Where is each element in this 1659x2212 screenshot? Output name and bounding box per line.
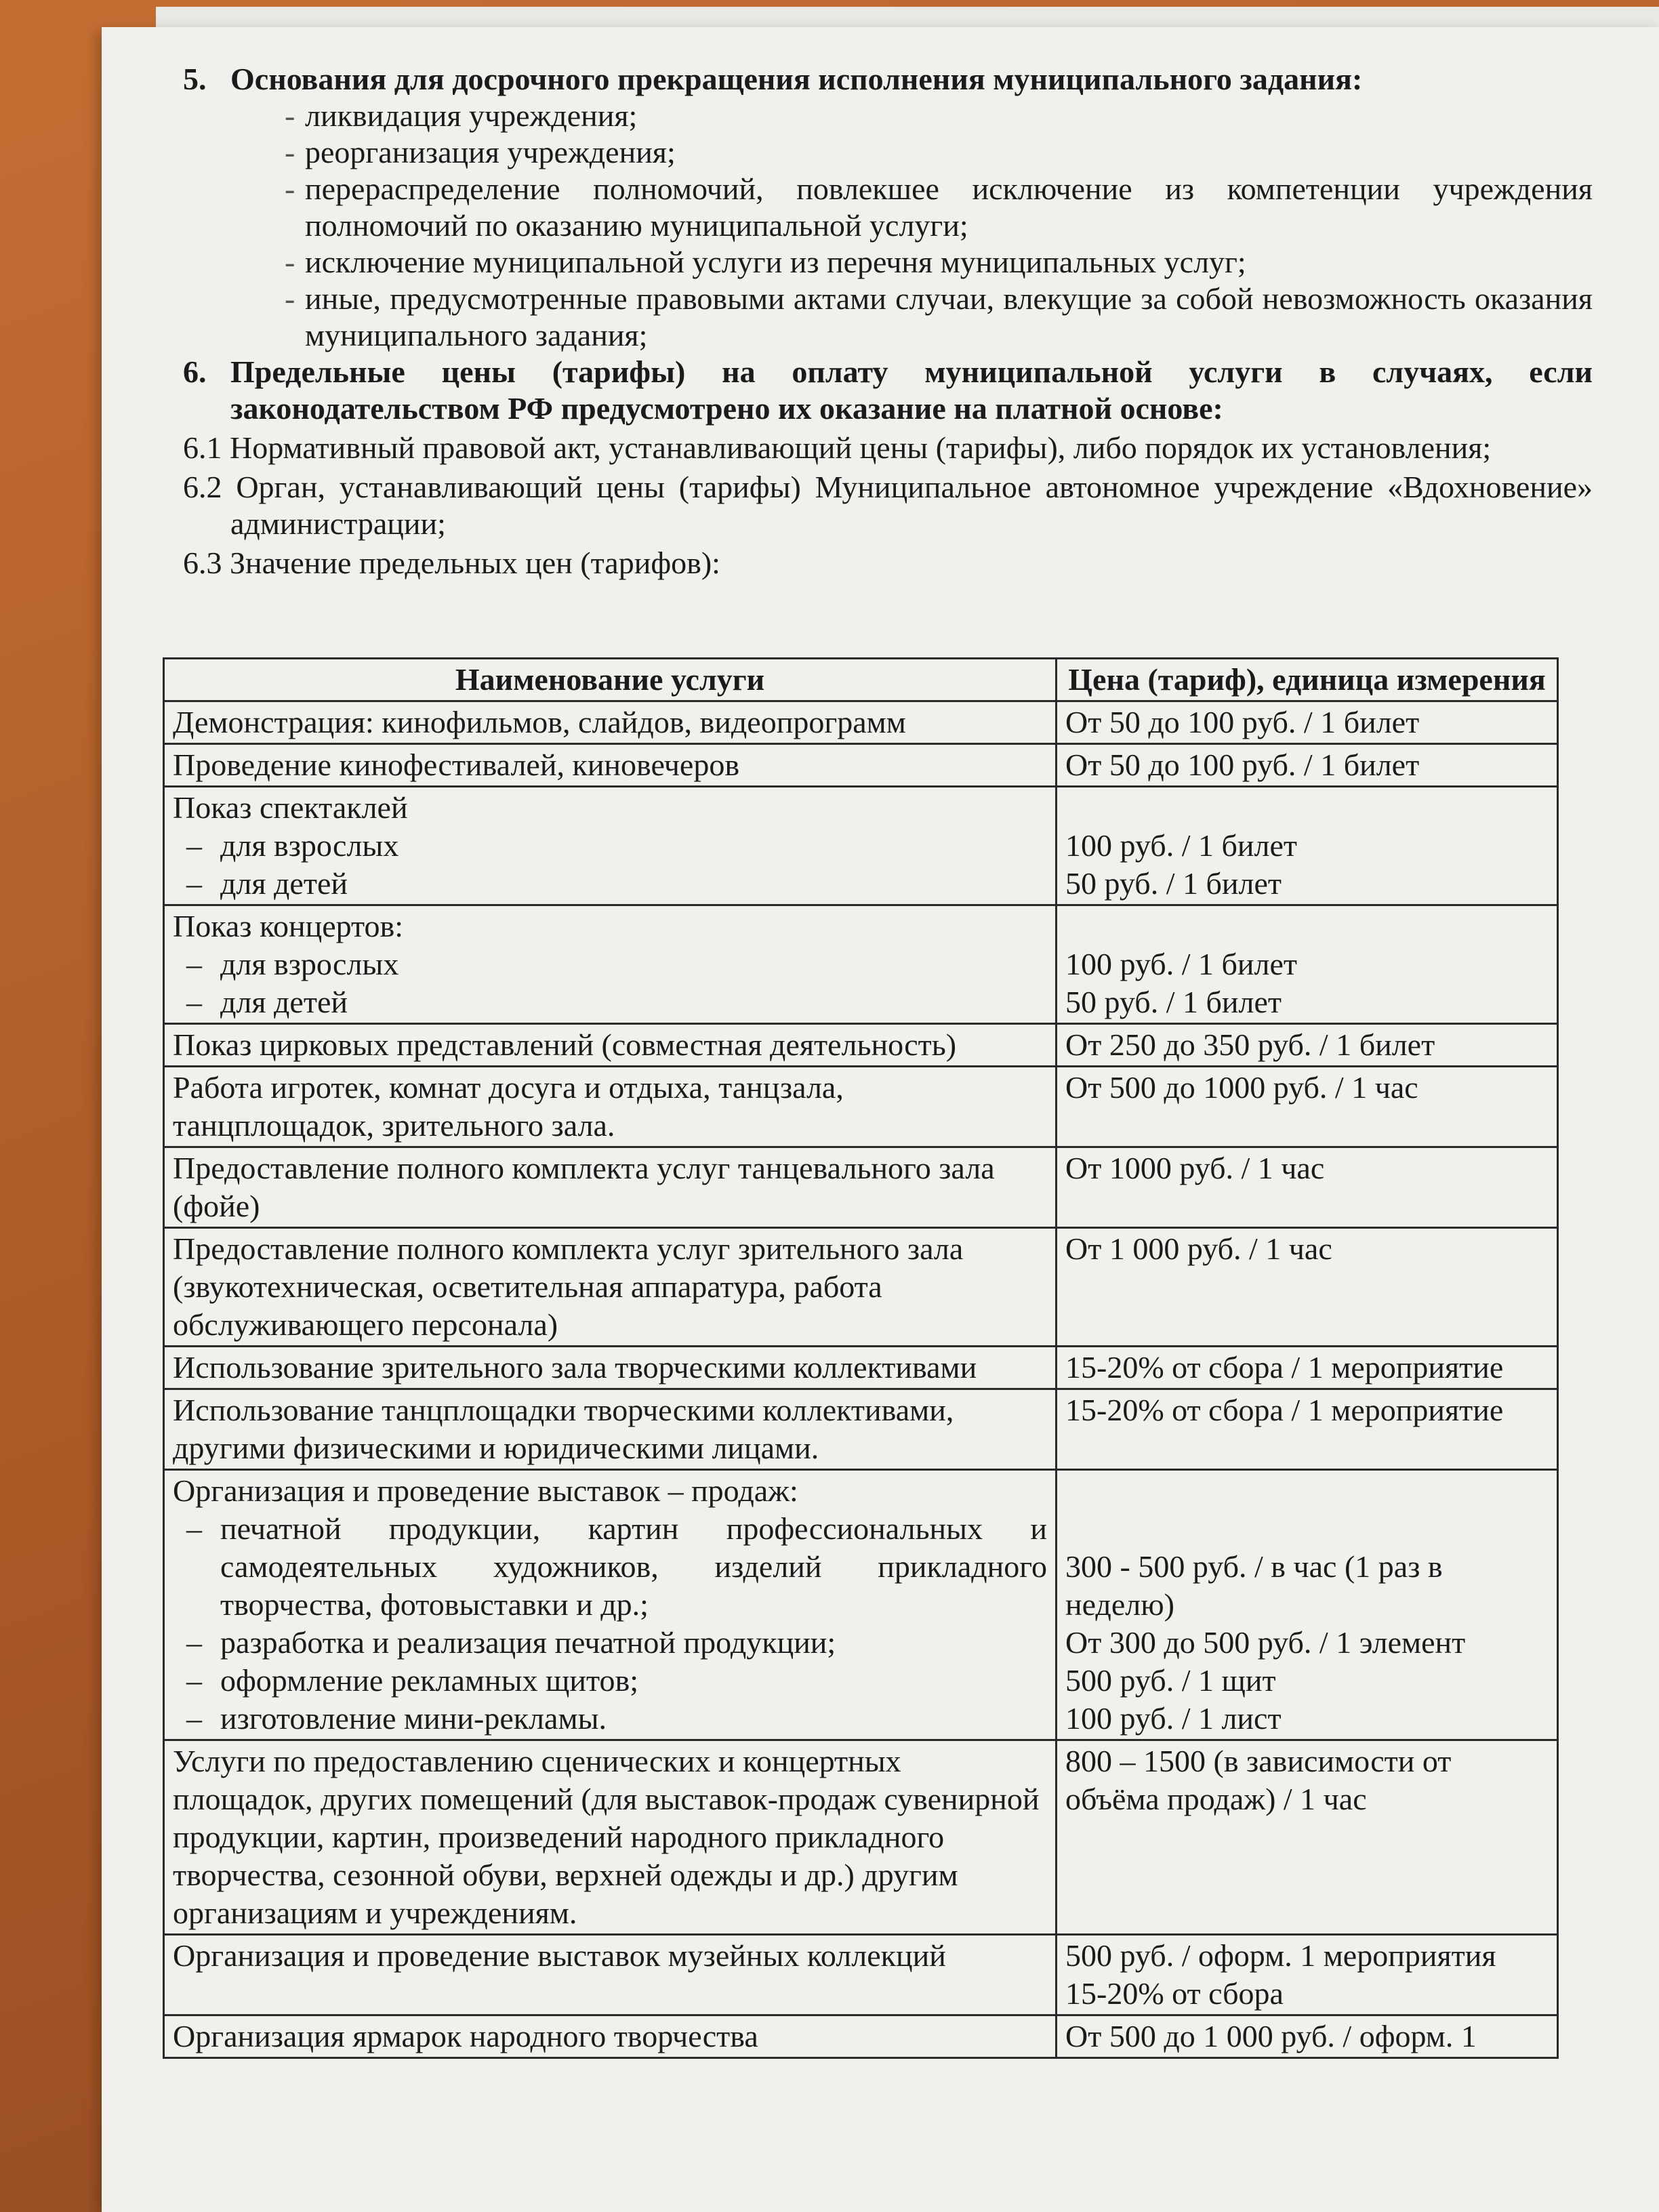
document-text bbox=[183, 61, 1593, 584]
tariff-table bbox=[163, 657, 1559, 2059]
table-row: Использование зрительного зала творческими коллективами 15-20% от сбора / 1 мероприятие bbox=[164, 1347, 1558, 1389]
paragraph-6-2: 6.2 Орган, устанавливающий цены (тарифы) Муниципальное автономное учреждение «Вдохновение» администрации; bbox=[183, 470, 1593, 541]
section-5-title: 5. Основания для досрочного прекращения исполнения муниципального задания: bbox=[183, 62, 1363, 96]
header-service-name: Наименование услуги bbox=[164, 659, 1057, 701]
list-item: - перераспределение полномочий, повлекшее исключение из компетенции учреждения полномочий по оказанию муниципальной услуги; bbox=[285, 171, 1593, 244]
table-row: Предоставление полного комплекта услуг зрительного зала (звукотехническая, осветительная аппаратура, работа обслуживающего персонала) От 1 000 руб. / 1 час bbox=[164, 1228, 1558, 1347]
table-row: Показ спектаклей – для взрослых – для детей 100 руб. / 1 билет 50 руб. / 1 билет bbox=[164, 787, 1558, 905]
list-item: - ликвидация учреждения; bbox=[285, 98, 1593, 134]
section-5-list bbox=[285, 98, 1593, 354]
table-row: Показ цирковых представлений (совместная деятельность) От 250 до 350 руб. / 1 билет bbox=[164, 1024, 1558, 1067]
table-row: Организация и проведение выставок музейных коллекций 500 руб. / оформ. 1 мероприятия 15-20% от сбора bbox=[164, 1935, 1558, 2015]
table-row: Демонстрация: кинофильмов, слайдов, видеопрограмм От 50 до 100 руб. / 1 билет bbox=[164, 701, 1558, 744]
table-row: Организация ярмарок народного творчества От 500 до 1 000 руб. / оформ. 1 bbox=[164, 2015, 1558, 2058]
table-row: Использование танцплощадки творческими коллективами, другими физическими и юридическими лицами. 15-20% от сбора / 1 мероприятие bbox=[164, 1389, 1558, 1470]
paragraph-6-3: 6.3 Значение предельных цен (тарифов): bbox=[183, 546, 720, 580]
header-price: Цена (тариф), единица измерения bbox=[1057, 659, 1558, 701]
list-item: - реорганизация учреждения; bbox=[285, 134, 1593, 171]
list-item: - исключение муниципальной услуги из перечня муниципальных услуг; bbox=[285, 244, 1593, 281]
table-row: Услуги по предоставлению сценических и концертных площадок, других помещений (для выставок-продаж сувенирной продукции, картин, произведений народного прикладного творчества, сезонной обуви, верхней одежды и др.) другим организациям и учреждениям. 800 – 1500 (в зависимости от объёма продаж) / 1 час bbox=[164, 1740, 1558, 1935]
table-header-row bbox=[164, 659, 1558, 701]
section-6-title: 6. Предельные цены (тарифы) на оплату муниципальной услуги в случаях, если законодательством РФ предусмотрено их оказание на платной основе: bbox=[183, 354, 1593, 426]
table-row: Предоставление полного комплекта услуг танцевального зала (фойе) От 1000 руб. / 1 час bbox=[164, 1147, 1558, 1228]
table-row: Проведение кинофестивалей, киновечеров От 50 до 100 руб. / 1 билет bbox=[164, 744, 1558, 787]
table-row: Работа игротек, комнат досуга и отдыха, танцзала, танцплощадок, зрительного зала. От 500 до 1000 руб. / 1 час bbox=[164, 1067, 1558, 1147]
paragraph-6-1: 6.1 Нормативный правовой акт, устанавливающий цены (тарифы), либо порядок их установления; bbox=[183, 430, 1492, 465]
table-row: Организация и проведение выставок – продаж: – печатной продукции, картин профессиональных и самодеятельных художников, изделий прикладного творчества, фотовыставки и др.; – разработка и реализация печатной продукции; – оформление рекламных щитов; – изготовление мини-рекламы. 300 - 500 руб. / в час (1 раз в неделю) От 300 до 500 руб. / 1 элемент 500 руб. / 1 щит 100 руб. / 1 лист bbox=[164, 1470, 1558, 1740]
list-item: - иные, предусмотренные правовыми актами случаи, влекущие за собой невозможность оказания муниципального задания; bbox=[285, 281, 1593, 354]
document-page bbox=[102, 27, 1659, 2212]
table-row: Показ концертов: – для взрослых – для детей 100 руб. / 1 билет 50 руб. / 1 билет bbox=[164, 905, 1558, 1024]
